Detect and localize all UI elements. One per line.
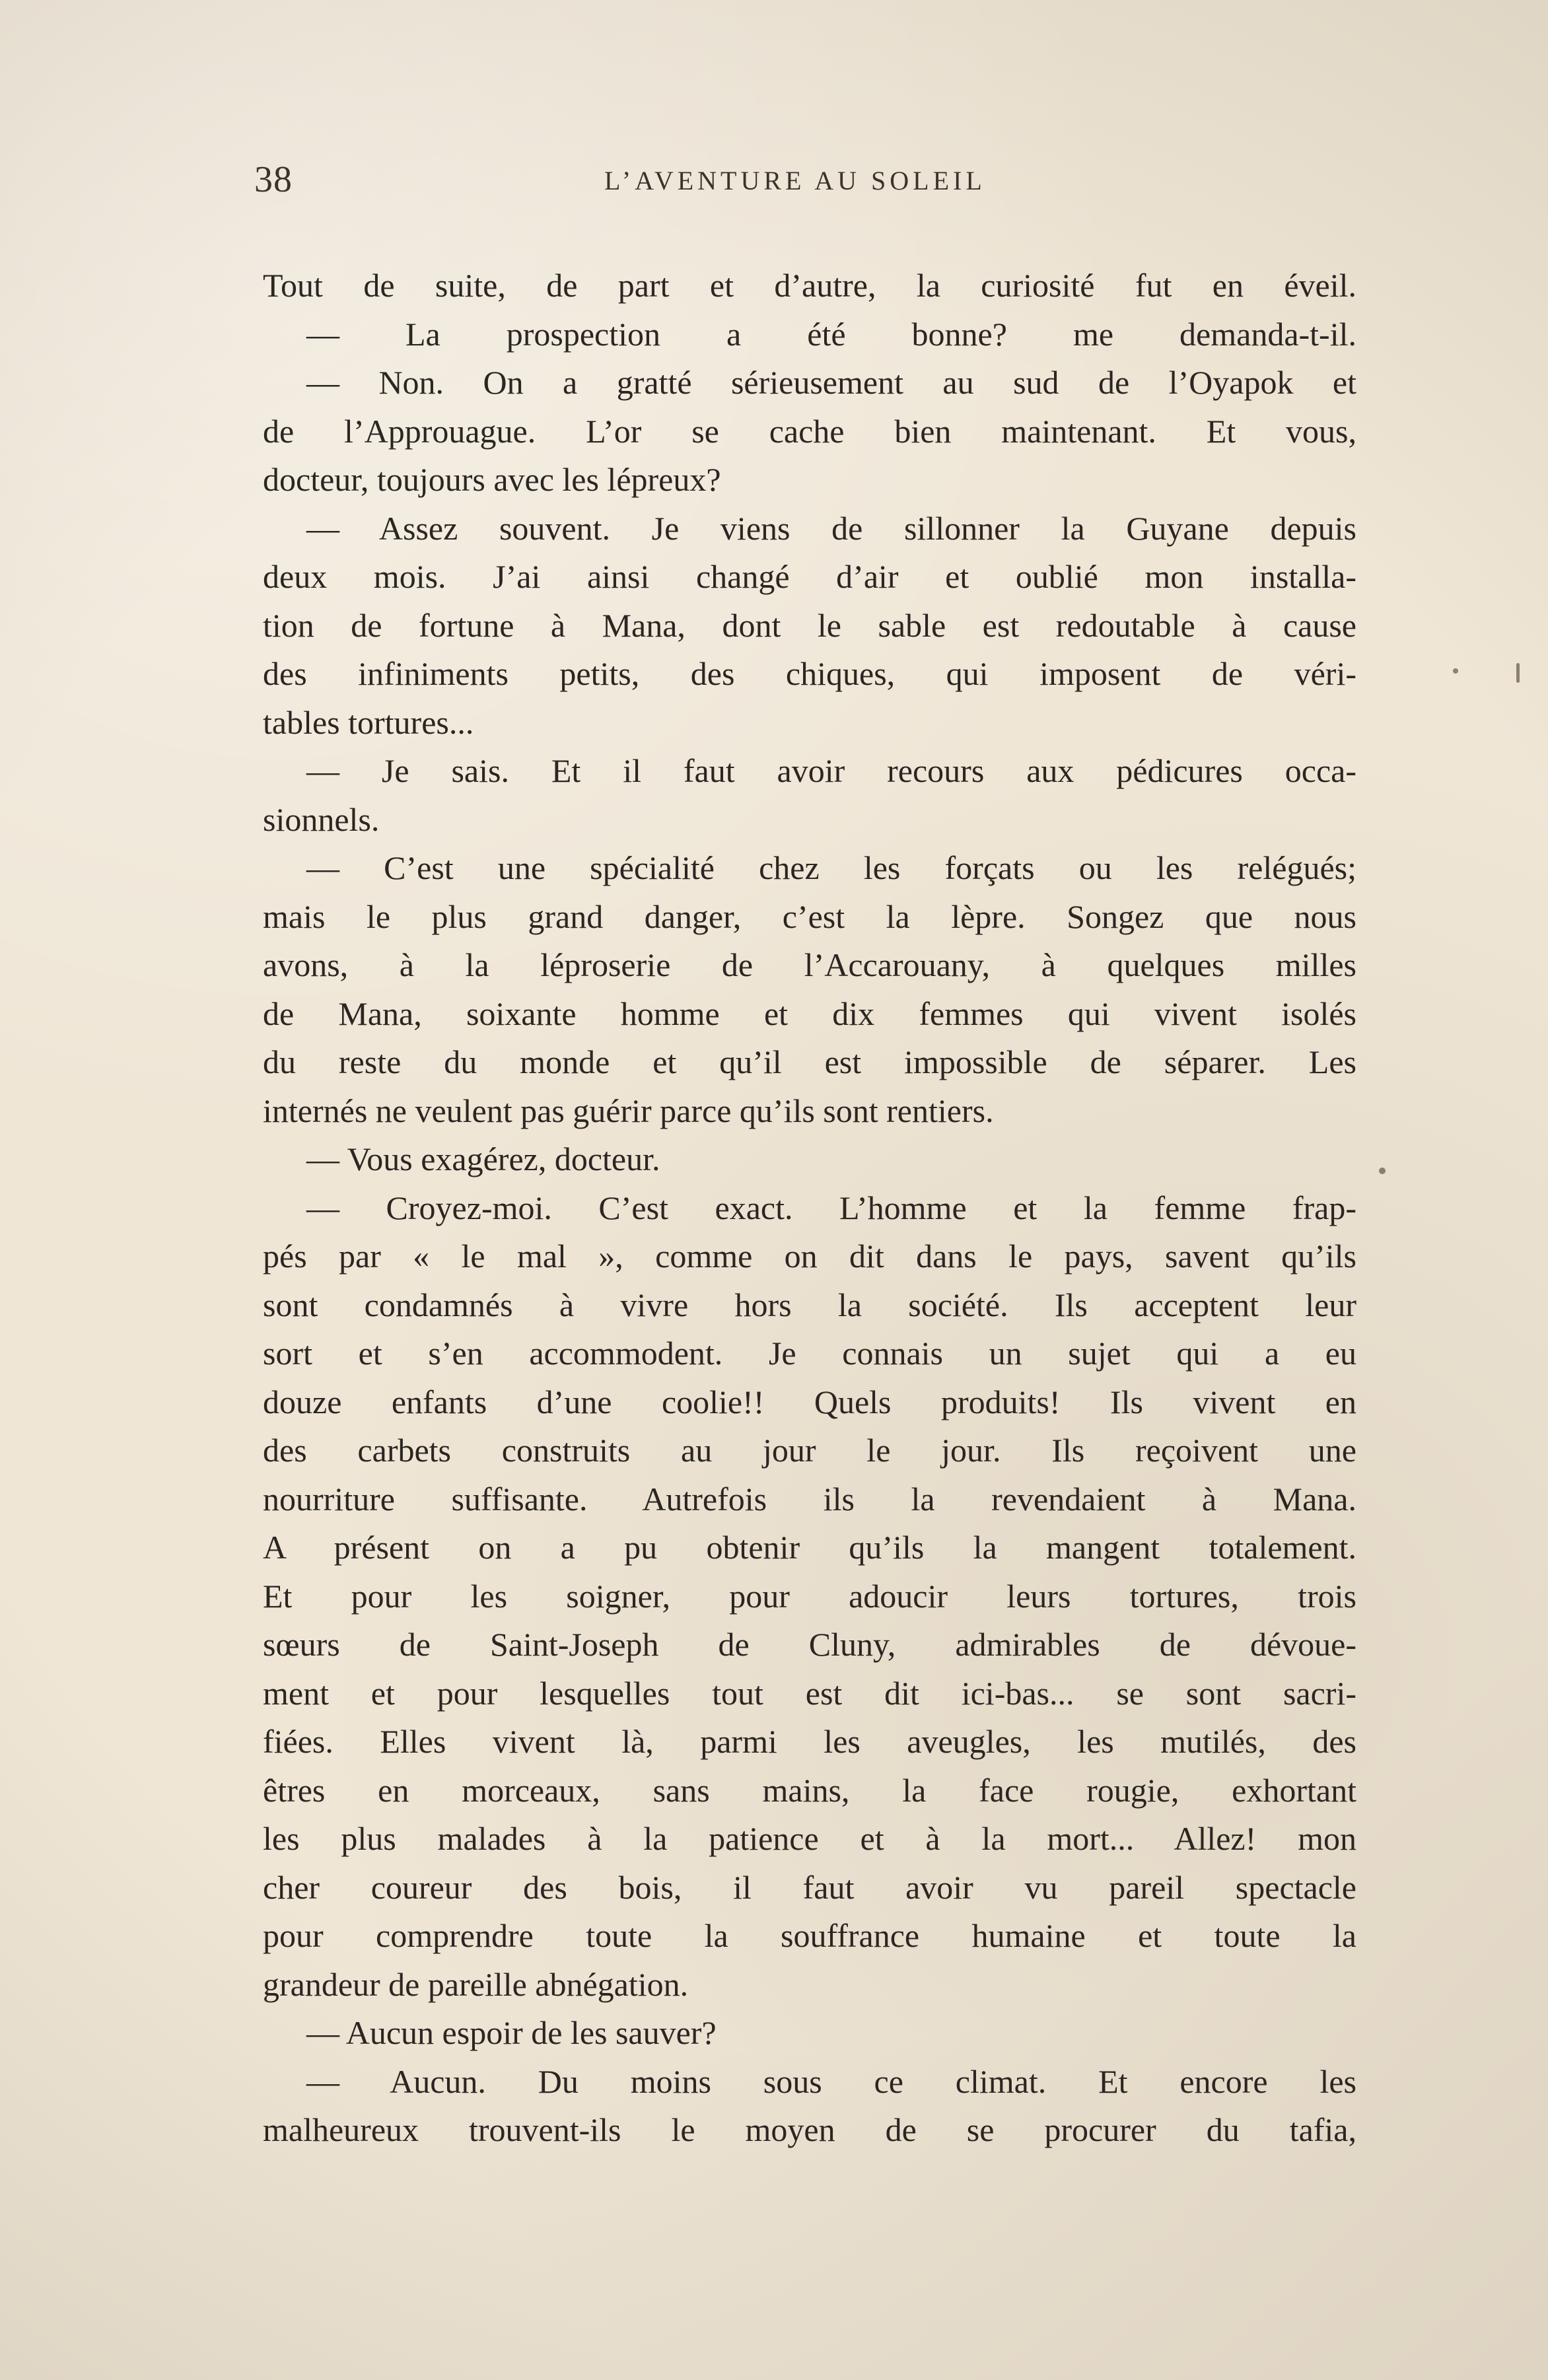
text-line: — Vous exagérez, docteur.: [306, 1140, 660, 1177]
text-line: mais le plus grand danger, c’est la lèpre. Songez que nous: [263, 897, 1356, 935]
text-line: êtres en morceaux, sans mains, la face rougie, exhortant: [263, 1771, 1356, 1809]
text-line: des infiniments petits, des chiques, qui imposent de véri-: [263, 655, 1356, 692]
text-line: grandeur de pareille abnégation.: [263, 1965, 689, 2003]
text-line: des carbets construits au jour le jour. Ils reçoivent une: [263, 1432, 1356, 1469]
text-line: — Croyez-moi. C’est exact. L’homme et la femme frap-: [306, 1189, 1356, 1226]
text-line: malheureux trouvent-ils le moyen de se procurer du tafia,: [263, 2111, 1356, 2148]
paper-speck: [1379, 1168, 1386, 1174]
text-line: du reste du monde et qu’il est impossible de séparer. Les: [263, 1043, 1356, 1080]
text-line: sœurs de Saint-Joseph de Cluny, admirables de dévoue-: [263, 1626, 1356, 1663]
paper-speck: [1516, 663, 1520, 683]
text-line: — Je sais. Et il faut avoir recours aux pédicures occa-: [306, 752, 1356, 789]
text-line: avons, à la léproserie de l’Accarouany, à quelques milles: [263, 946, 1356, 983]
text-line: tion de fortune à Mana, dont le sable est redoutable à cause: [263, 606, 1356, 644]
running-title: L’AVENTURE AU SOLEIL: [604, 166, 986, 195]
text-line: ment et pour lesquelles tout est dit ici-bas... se sont sacri-: [263, 1674, 1356, 1712]
text-line: A présent on a pu obtenir qu’ils la mangent totalement.: [263, 1529, 1356, 1566]
text-line: cher coureur des bois, il faut avoir vu pareil spectacle: [263, 1868, 1356, 1906]
text-line: — La prospection a été bonne? me demanda-t-il.: [306, 315, 1356, 353]
text-line: — Aucun espoir de les sauver?: [306, 2014, 717, 2051]
text-line: nourriture suffisante. Autrefois ils la revendaient à Mana.: [263, 1480, 1356, 1518]
text-line: douze enfants d’une coolie!! Quels produits! Ils vivent en: [263, 1383, 1356, 1420]
text-line: sort et s’en accommodent. Je connais un sujet qui a eu: [263, 1335, 1356, 1372]
text-line: tables tortures...: [263, 703, 474, 741]
text-line: docteur, toujours avec les lépreux?: [263, 461, 721, 498]
text-line: fiées. Elles vivent là, parmi les aveugles, les mutilés, des: [263, 1723, 1356, 1760]
running-header: [254, 158, 1357, 211]
paper-speck: [1453, 668, 1458, 674]
text-line: — Assez souvent. Je viens de sillonner la Guyane depuis: [306, 509, 1356, 547]
text-line: de Mana, soixante homme et dix femmes qui vivent isolés: [263, 995, 1356, 1032]
text-line: les plus malades à la patience et à la mort... Allez! mon: [263, 1820, 1356, 1857]
body-text: [263, 262, 1356, 2155]
text-line: deux mois. J’ai ainsi changé d’air et oublié mon installa-: [263, 558, 1356, 595]
text-line: Et pour les soigner, pour adoucir leurs tortures, trois: [263, 1577, 1356, 1615]
text-line: — C’est une spécialité chez les forçats ou les relégués;: [306, 849, 1356, 886]
text-line: — Aucun. Du moins sous ce climat. Et encore les: [306, 2062, 1356, 2100]
text-line: internés ne veulent pas guérir parce qu’ils sont rentiers.: [263, 1092, 994, 1129]
page-number: 38: [254, 159, 293, 200]
text-line: pour comprendre toute la souffrance humaine et toute la: [263, 1917, 1356, 1954]
text-line: pés par « le mal », comme on dit dans le pays, savent qu’ils: [263, 1238, 1356, 1275]
text-line: sionnels.: [263, 800, 380, 838]
text-line: Tout de suite, de part et d’autre, la curiosité fut en éveil.: [263, 267, 1356, 304]
text-line: de l’Approuague. L’or se cache bien maintenant. Et vous,: [263, 412, 1356, 450]
text-line: — Non. On a gratté sérieusement au sud de l’Oyapok et: [306, 364, 1356, 401]
text-line: sont condamnés à vivre hors la société. Ils acceptent leur: [263, 1286, 1356, 1323]
